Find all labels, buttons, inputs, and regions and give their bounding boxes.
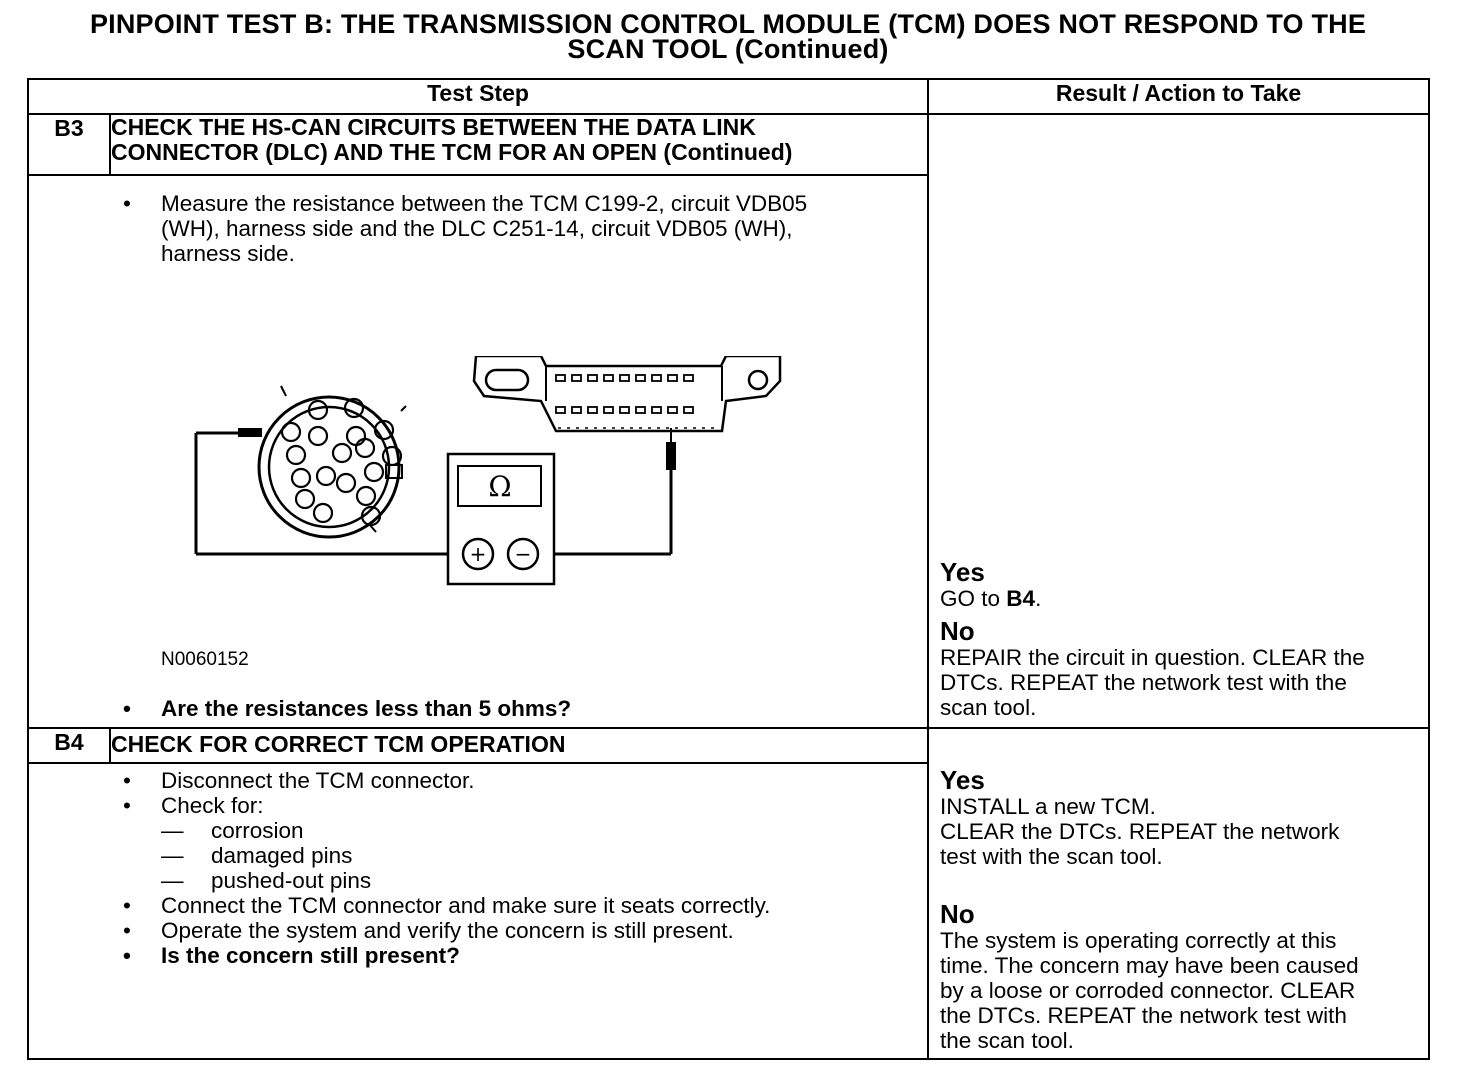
step-b3-bullets — [29, 191, 929, 266]
step-b4-no-line4: the DTCs. REPEAT the network test with — [940, 1003, 1347, 1028]
yes-action-text: GO to — [940, 586, 1007, 611]
list-item — [29, 868, 929, 893]
step-b4-result — [928, 728, 1429, 1059]
test-step-header: Test Step — [28, 79, 928, 114]
bullet-icon: • — [123, 696, 131, 721]
bullet-icon: • — [123, 943, 131, 968]
bullet-text: Disconnect the TCM connector. — [161, 768, 475, 793]
step-b4-no-line1: The system is operating correctly at this — [940, 928, 1337, 953]
dash-icon: — — [161, 818, 184, 843]
step-b3-heading-line2: CONNECTOR (DLC) AND THE TCM FOR AN OPEN (Continued) — [111, 139, 793, 165]
bullet-text-line: (WH), harness side and the DLC C251-14, circuit VDB05 (WH), — [161, 216, 793, 241]
bullet-text: Check for: — [161, 793, 264, 818]
step-b4-no-line3: by a loose or corroded connector. CLEAR — [940, 978, 1356, 1003]
step-b4-body — [28, 763, 928, 1059]
page-title — [0, 9, 1456, 64]
page-title-line2: SCAN TOOL (Continued) — [567, 34, 889, 64]
step-b4-no-line5: the scan tool. — [940, 1028, 1074, 1053]
bullet-icon: • — [123, 768, 131, 793]
step-b3-no-line3: scan tool. — [940, 695, 1037, 720]
step-b4-yes-line2: CLEAR the DTCs. REPEAT the network — [940, 819, 1340, 844]
question-text: Is the concern still present? — [161, 943, 460, 968]
sub-item-text: damaged pins — [211, 843, 353, 868]
step-b4-heading-row — [28, 728, 1429, 763]
step-b4-no-line2: time. The concern may have been caused — [940, 953, 1359, 978]
list-item — [29, 696, 929, 721]
sub-item-text: corrosion — [211, 818, 304, 843]
step-b4-yes-line3: test with the scan tool. — [940, 844, 1163, 869]
list-item — [29, 918, 929, 943]
step-b3-question — [29, 696, 929, 721]
bullet-text: Connect the TCM connector and make sure it seats correctly. — [161, 893, 771, 918]
step-b4-heading: CHECK FOR CORRECT TCM OPERATION — [110, 728, 928, 763]
yes-action-target: B4 — [1006, 586, 1036, 611]
question-text: Are the resistances less than 5 ohms? — [161, 696, 572, 721]
resistance-test-diagram — [166, 356, 786, 596]
step-b3-heading — [110, 114, 928, 175]
list-item — [29, 191, 929, 266]
ohm-symbol: Ω — [488, 470, 512, 503]
list-item — [29, 818, 929, 843]
result-header: Result / Action to Take — [928, 79, 1429, 114]
pinpoint-test-table — [27, 78, 1430, 1060]
step-b3-result — [928, 114, 1429, 728]
bullet-icon: • — [123, 191, 131, 216]
minus-terminal-label: − — [514, 542, 532, 566]
step-b3-yes-action — [940, 586, 1430, 611]
list-item — [29, 893, 929, 918]
dash-icon: — — [161, 843, 184, 868]
bullet-text: Operate the system and verify the concern is still present. — [161, 918, 734, 943]
dlc-connector-icon — [474, 356, 780, 431]
step-b4-no-label: No — [940, 899, 975, 929]
step-b3-heading-line1: CHECK THE HS-CAN CIRCUITS BETWEEN THE DATA LINK — [111, 114, 756, 140]
step-b3-no-line2: DTCs. REPEAT the network test with the — [940, 670, 1347, 695]
list-item — [29, 768, 929, 793]
step-b4-yes-line1: INSTALL a new TCM. — [940, 794, 1156, 819]
step-b3-no-label: No — [940, 616, 975, 646]
step-b4-yes-label: Yes — [940, 765, 985, 795]
figure-id: N0060152 — [161, 649, 249, 670]
step-b3-yes-label: Yes — [940, 557, 985, 587]
sub-item-text: pushed-out pins — [211, 868, 372, 893]
step-b3-body — [28, 175, 928, 728]
step-id-b4: B4 — [28, 728, 110, 763]
tcm-connector-icon — [259, 386, 406, 537]
list-item — [29, 793, 929, 818]
bullet-icon: • — [123, 918, 131, 943]
plus-terminal-label: + — [469, 542, 487, 566]
bullet-text-line: Measure the resistance between the TCM C199-2, circuit VDB05 — [161, 191, 808, 216]
bullet-icon: • — [123, 893, 131, 918]
bullet-text-line: harness side. — [161, 241, 295, 266]
bullet-icon: • — [123, 793, 131, 818]
yes-action-end: . — [1035, 586, 1042, 611]
table-header-row — [28, 79, 1429, 114]
list-item — [29, 943, 929, 968]
dash-icon: — — [161, 868, 184, 893]
page-title-line1: PINPOINT TEST B: THE TRANSMISSION CONTROL MODULE (TCM) DOES NOT RESPOND TO THE — [89, 9, 1367, 39]
step-b3-no-line1: REPAIR the circuit in question. CLEAR the — [940, 645, 1365, 670]
step-b3-heading-row — [28, 114, 1429, 175]
step-id-b3: B3 — [28, 114, 110, 175]
list-item — [29, 843, 929, 868]
step-b4-bullets — [29, 768, 929, 968]
